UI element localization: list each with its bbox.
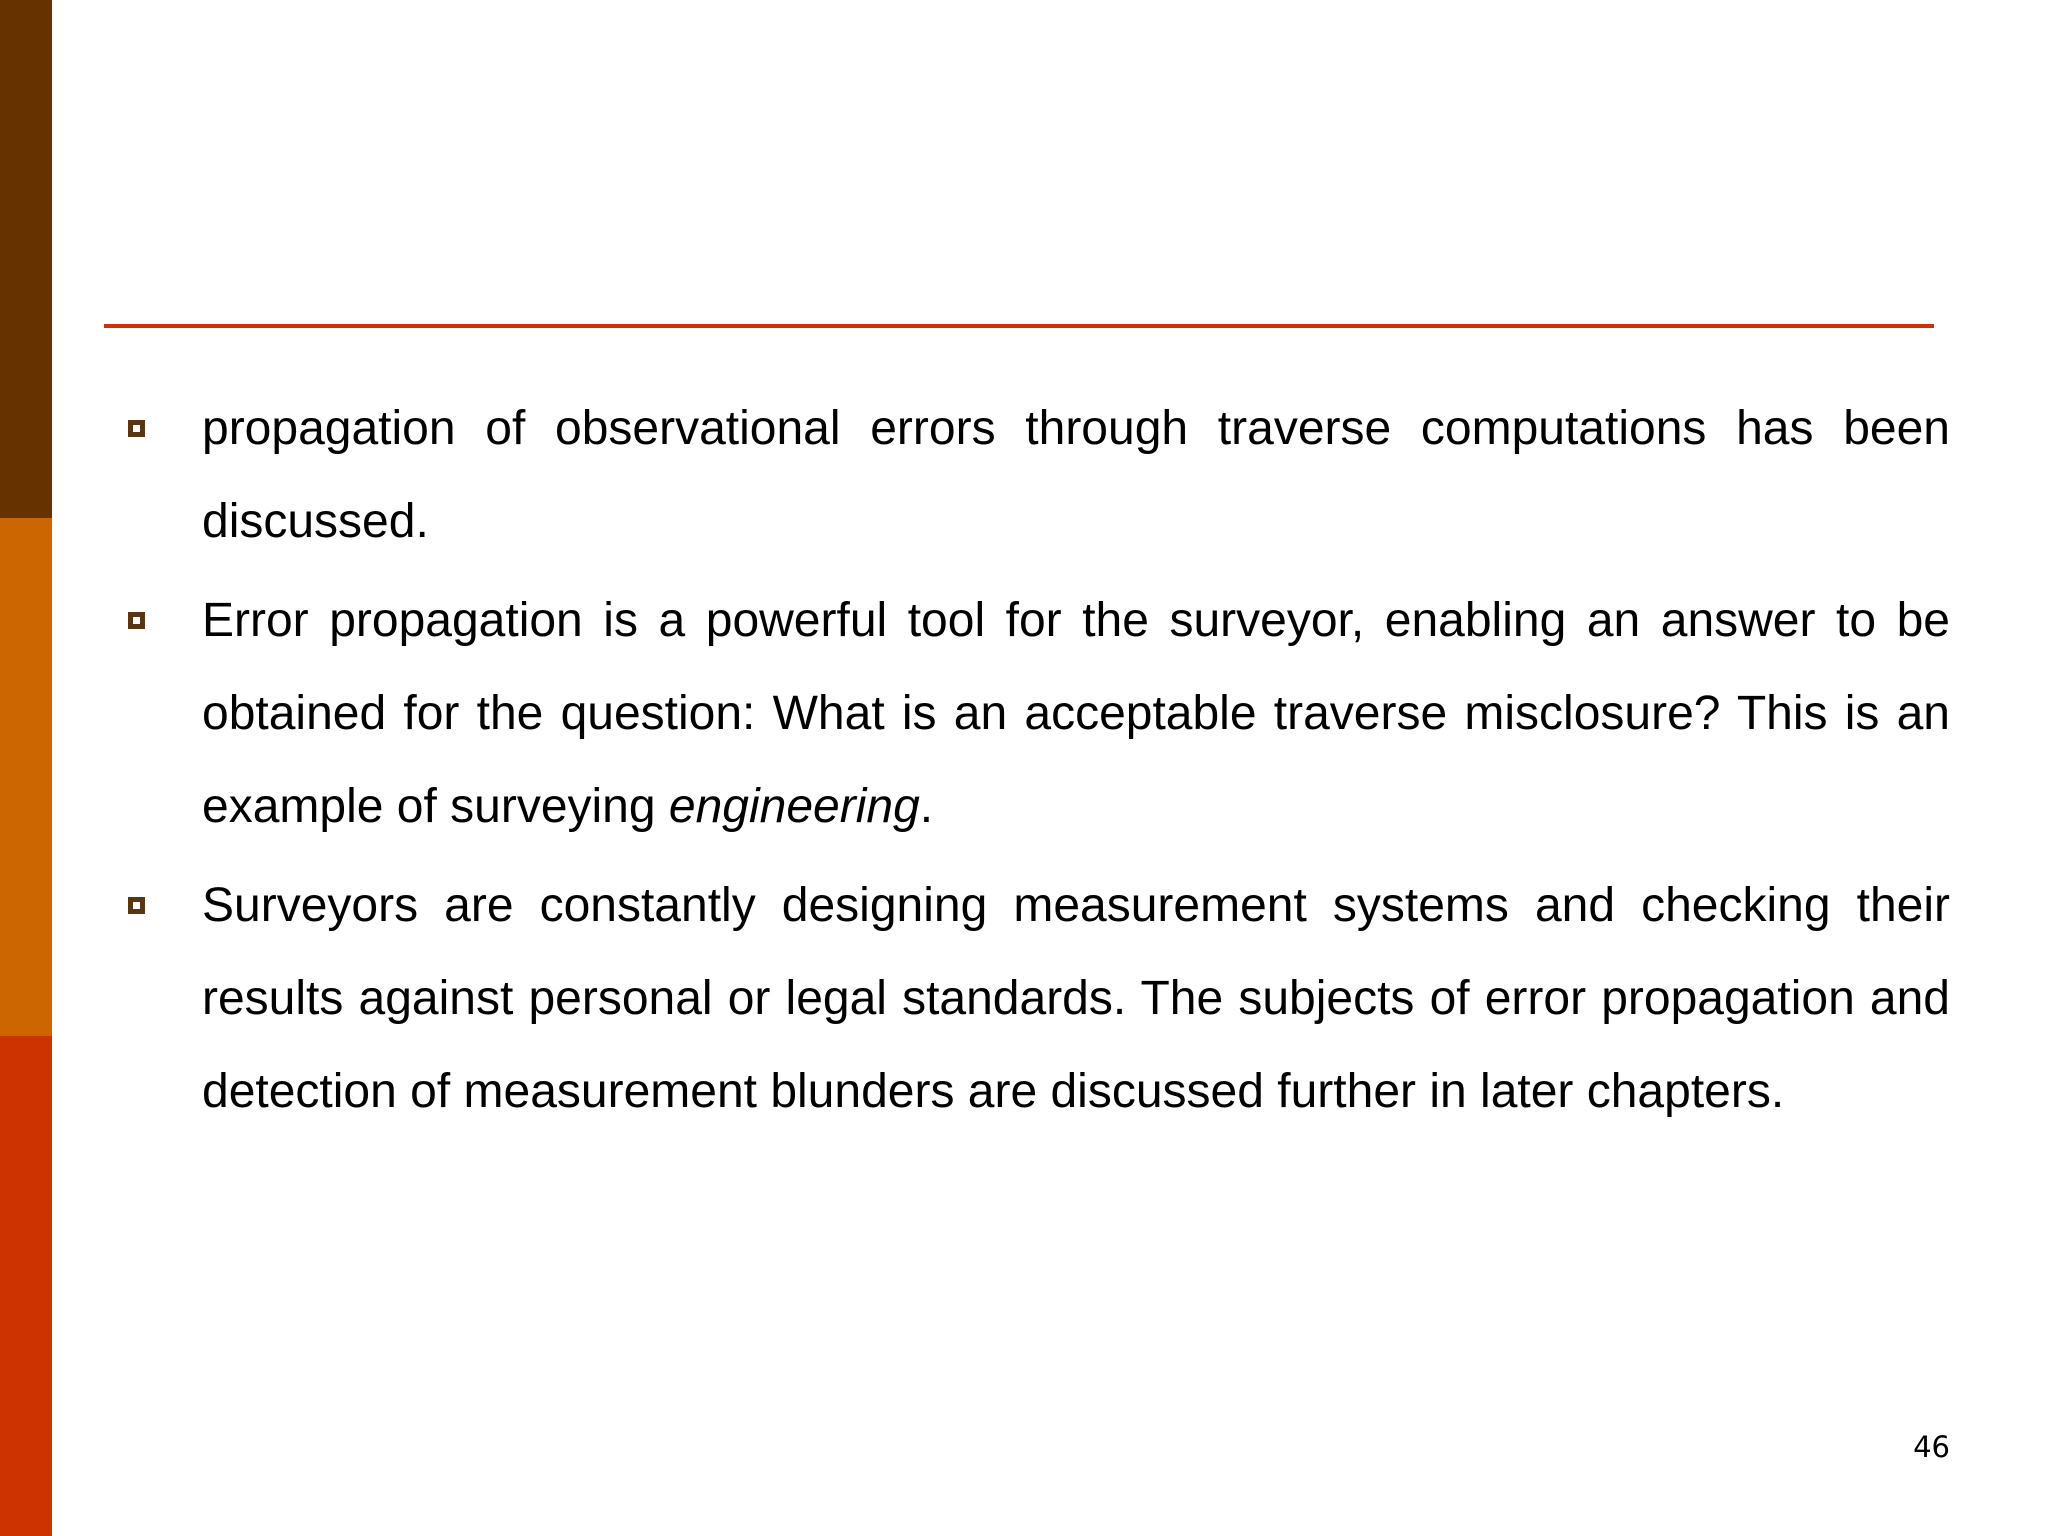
bullet-text-before: Error propagation is a powerful tool for the surveyor, enabling an answer to be obtained for the question: What is an acceptable traverse misclosure? This is an example of surveying xyxy=(202,594,1950,833)
bullet-text xyxy=(202,594,1950,833)
bullet-text: propagation of observational errors through traverse computations has been discussed. xyxy=(202,402,1950,548)
page-number: 46 xyxy=(1913,1430,1950,1464)
hollow-square-bullet-icon xyxy=(128,612,145,629)
bullet-text: Surveyors are constantly designing measurement systems and checking their results against personal or legal standards. The subjects of error propagation and detection of measurement blunders are discussed further in later chapters. xyxy=(202,879,1950,1118)
hollow-square-bullet-icon xyxy=(128,420,145,437)
bullet-item-3 xyxy=(128,859,1950,1138)
side-bar-middle-segment xyxy=(0,518,52,1036)
bullet-item-1 xyxy=(128,382,1950,568)
slide-body xyxy=(128,382,1950,1144)
title-divider-line xyxy=(104,324,1934,328)
bullet-text-after: . xyxy=(919,780,934,833)
decorative-side-bar xyxy=(0,0,52,1536)
hollow-square-bullet-icon xyxy=(128,897,145,914)
bullet-item-2 xyxy=(128,574,1950,853)
bullet-text-italic: engineering xyxy=(668,780,920,833)
side-bar-bottom-segment xyxy=(0,1036,52,1536)
side-bar-top-segment xyxy=(0,0,52,518)
